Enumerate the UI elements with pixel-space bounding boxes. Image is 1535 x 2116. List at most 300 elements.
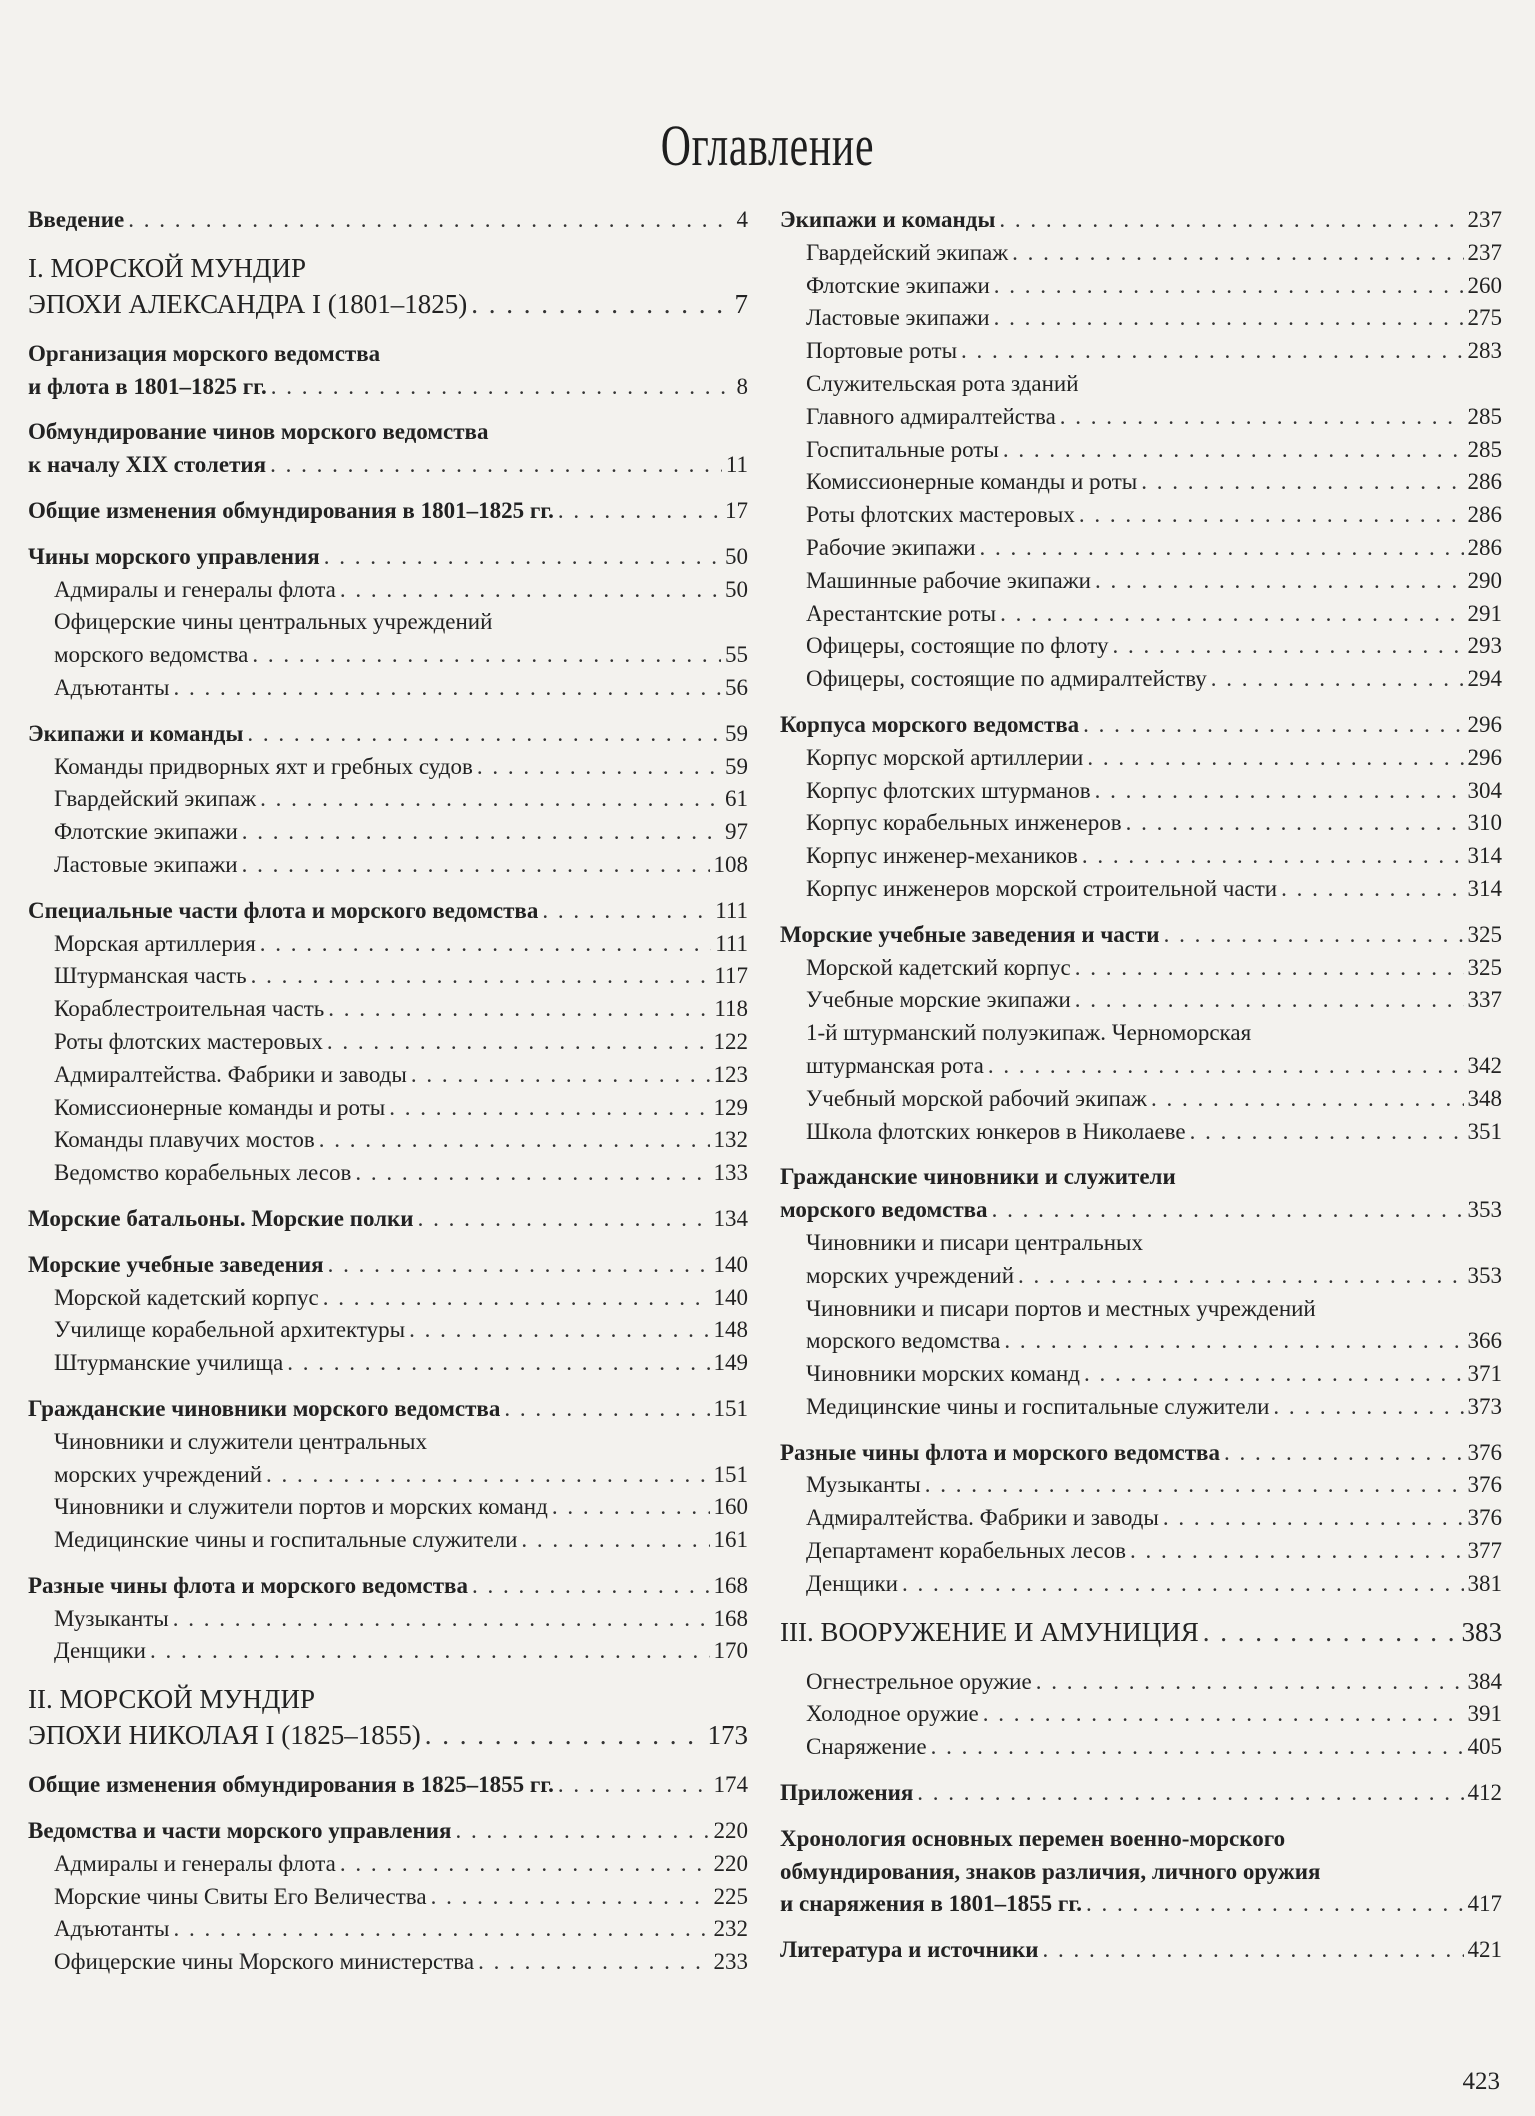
dot-leader: [478, 1946, 709, 1979]
toc-page-number: 376: [1467, 1505, 1502, 1531]
toc-entry-text: Общие изменения обмундирования в 1801–1825 гг.: [28, 497, 554, 523]
dot-leader: [173, 1603, 710, 1636]
toc-page-number: 55: [725, 642, 748, 668]
toc-entry[interactable]: [780, 1502, 1502, 1535]
toc-entry[interactable]: [28, 574, 748, 607]
toc-entry-text: Школа флотских юнкеров в Николаеве: [806, 1118, 1186, 1144]
toc-entry[interactable]: [28, 751, 748, 784]
toc-page-number: 50: [725, 543, 748, 569]
toc-page-number: 17: [725, 497, 748, 523]
toc-entry[interactable]: [780, 1666, 1502, 1699]
toc-entry-text: Введение: [28, 207, 125, 232]
dot-leader: [270, 449, 722, 482]
toc-section: [780, 1823, 1502, 1921]
dot-leader: [992, 1194, 1464, 1227]
toc-entry[interactable]: [780, 434, 1502, 467]
toc-entry[interactable]: [780, 1083, 1502, 1116]
toc-line: [28, 1249, 748, 1282]
dot-leader: [1087, 742, 1463, 775]
dot-leader: [961, 335, 1463, 368]
dot-leader: [173, 672, 721, 705]
toc-page-number: 405: [1467, 1734, 1502, 1760]
toc-entry[interactable]: [780, 302, 1502, 335]
toc-entry[interactable]: [780, 1698, 1502, 1731]
toc-entry-text: морских учреждений: [806, 1262, 1014, 1288]
toc-entry-text: Ластовые экипажи: [806, 305, 990, 331]
toc-entry[interactable]: [780, 237, 1502, 270]
toc-line: [806, 1050, 1502, 1083]
toc-section: [780, 1161, 1502, 1423]
toc-page-number: 290: [1467, 567, 1502, 593]
toc-entry[interactable]: [780, 873, 1502, 906]
toc-line: [806, 1469, 1502, 1502]
toc-line: [806, 1083, 1502, 1116]
toc-entry-text: Роты флотских мастеровых: [54, 1028, 323, 1054]
toc-section: [780, 1934, 1502, 1967]
toc-entry[interactable]: [780, 532, 1502, 565]
toc-entry-text: Общие изменения обмундирования в 1825–1855 гг.: [28, 1772, 554, 1798]
toc-page-number: 168: [713, 1605, 748, 1631]
toc-page-number: 412: [1467, 1780, 1502, 1806]
toc-entry-text: Главного адмиралтейства: [806, 403, 1056, 429]
dot-leader: [1086, 1888, 1464, 1921]
toc-entry[interactable]: [780, 1017, 1502, 1083]
toc-entry-text: Морская артиллерия: [54, 930, 256, 956]
toc-line: [806, 630, 1502, 663]
toc-entry[interactable]: [28, 1603, 748, 1636]
toc-line: [806, 335, 1502, 368]
dot-leader: [994, 302, 1464, 335]
toc-page-number: 275: [1467, 305, 1502, 331]
toc-page-number: 168: [713, 1572, 748, 1598]
toc-entry[interactable]: [780, 1227, 1502, 1293]
toc-line: [806, 663, 1502, 696]
toc-entry[interactable]: [780, 598, 1502, 631]
toc-entry[interactable]: [28, 1946, 748, 1979]
toc-entry[interactable]: [780, 1731, 1502, 1764]
toc-entry-text: Огнестрельное оружие: [806, 1668, 1032, 1694]
dot-leader: [328, 1249, 710, 1282]
toc-entry-text: Разные чины флота и морского ведомства: [28, 1572, 468, 1598]
toc-entry[interactable]: [780, 335, 1502, 368]
dot-leader: [271, 371, 733, 404]
toc-line: [54, 1913, 748, 1946]
toc-line: [54, 1491, 748, 1524]
toc-entry-text: Гражданские чиновники морского ведомства: [28, 1395, 501, 1421]
toc-section: [28, 250, 748, 322]
toc-entry-text: Учебные морские экипажи: [806, 987, 1071, 1013]
toc-section-heading[interactable]: [780, 1934, 1502, 1967]
toc-entry[interactable]: [28, 849, 748, 882]
toc-entry-text: Литература и источники: [780, 1937, 1039, 1963]
toc-section-heading[interactable]: [28, 895, 748, 928]
dot-leader: [431, 1881, 710, 1914]
toc-section-heading[interactable]: [28, 416, 748, 482]
toc-page-number: 366: [1467, 1328, 1502, 1354]
toc-line: [54, 960, 748, 993]
dot-leader: [999, 204, 1463, 237]
toc-entry-text: и флота в 1801–1825 гг.: [28, 373, 267, 399]
toc-entry-text: Разные чины флота и морского ведомства: [780, 1439, 1220, 1465]
toc-line: [806, 775, 1502, 808]
toc-entry[interactable]: [28, 1347, 748, 1380]
dot-leader: [1163, 1502, 1464, 1535]
toc-section-heading[interactable]: [28, 718, 748, 751]
toc-entry[interactable]: [780, 270, 1502, 303]
dot-leader: [1018, 1260, 1464, 1293]
toc-entry[interactable]: [780, 1116, 1502, 1149]
toc-page-number: 325: [1467, 921, 1502, 947]
toc-line: [54, 1881, 748, 1914]
toc-section-heading[interactable]: [28, 1570, 748, 1603]
toc-page-number: 117: [714, 963, 748, 989]
dot-leader: [558, 1769, 710, 1802]
toc-line: [28, 718, 748, 751]
toc-entry[interactable]: [28, 1124, 748, 1157]
toc-line: [28, 204, 748, 237]
dot-leader: [260, 928, 711, 961]
toc-section-heading[interactable]: [780, 1614, 1502, 1650]
toc-entry-text: Морские батальоны. Морские полки: [28, 1205, 414, 1231]
toc-section-heading[interactable]: [28, 250, 748, 322]
toc-line: [54, 1635, 748, 1668]
toc-entry-text: Штурманские училища: [54, 1350, 284, 1376]
toc-line: [28, 1815, 748, 1848]
dot-leader: [260, 783, 721, 816]
toc-entry-text: Команды плавучих мостов: [54, 1127, 315, 1153]
page-number: 423: [1462, 2068, 1500, 2095]
toc-entry[interactable]: [28, 672, 748, 705]
toc-entry-text: II. МОРСКОЙ МУНДИР: [28, 1684, 315, 1715]
toc-entry-text: Музыканты: [54, 1605, 169, 1631]
toc-line: [780, 1934, 1502, 1967]
toc-entry[interactable]: [28, 1059, 748, 1092]
toc-page-number: 151: [713, 1461, 748, 1487]
toc-line: [806, 840, 1502, 873]
toc-page-number: 237: [1467, 207, 1502, 232]
toc-page-number: 111: [715, 930, 748, 956]
toc-entry-text: Рабочие экипажи: [806, 534, 976, 560]
dot-leader: [1281, 873, 1463, 906]
toc-section-heading[interactable]: [28, 1769, 748, 1802]
toc-entry[interactable]: [780, 630, 1502, 663]
toc-entry-text: Приложения: [780, 1780, 914, 1806]
toc-entry-text: Департамент корабельных лесов: [806, 1538, 1126, 1564]
toc-line: [54, 1524, 748, 1557]
toc-entry[interactable]: [28, 1635, 748, 1668]
toc-section: [28, 718, 748, 882]
toc-entry-text: Чиновники и служители центральных: [54, 1428, 428, 1454]
toc-line: [54, 574, 748, 607]
dot-leader: [1190, 1116, 1464, 1149]
toc-section-heading[interactable]: [28, 495, 748, 528]
toc-section-heading[interactable]: [780, 1823, 1502, 1921]
toc-page-number: 373: [1467, 1393, 1502, 1419]
toc-line: [54, 1092, 748, 1125]
toc-line: [54, 816, 748, 849]
dot-leader: [425, 1717, 704, 1753]
toc-entry[interactable]: [28, 1026, 748, 1059]
dot-leader: [1126, 807, 1464, 840]
toc-entry-text: Корпус флотских штурманов: [806, 777, 1091, 803]
toc-entry[interactable]: [780, 952, 1502, 985]
toc-page-number: 151: [713, 1395, 748, 1421]
toc-page-number: 161: [713, 1527, 748, 1553]
dot-leader: [925, 1469, 1464, 1502]
dot-leader: [324, 541, 721, 574]
toc-line: [806, 1325, 1502, 1358]
toc-section-heading[interactable]: [28, 1393, 748, 1426]
toc-entry[interactable]: [780, 1293, 1502, 1359]
dot-leader: [542, 895, 711, 928]
toc-entry[interactable]: [28, 993, 748, 1026]
toc-entry-text: обмундирования, знаков различия, личного оружия: [780, 1858, 1321, 1884]
toc-section-heading[interactable]: [28, 1815, 748, 1848]
toc-page-number: 7: [734, 288, 748, 319]
toc-entry-text: Холодное оружие: [806, 1701, 979, 1727]
dot-leader: [1000, 598, 1463, 631]
dot-leader: [521, 1524, 709, 1557]
toc-page-number: 170: [713, 1638, 748, 1664]
toc-page-number: 132: [713, 1127, 748, 1153]
toc-entry-text: Комиссионерные команды и роты: [806, 469, 1138, 495]
toc-page-number: 294: [1467, 666, 1502, 692]
toc-entry[interactable]: [780, 807, 1502, 840]
dot-leader: [1075, 984, 1464, 1017]
toc-line: [806, 807, 1502, 840]
toc-entry[interactable]: [780, 1391, 1502, 1424]
toc-line: [28, 286, 748, 322]
toc-entry[interactable]: [28, 1282, 748, 1315]
toc-entry-text: Медицинские чины и госпитальные служители: [806, 1393, 1270, 1419]
toc-entry[interactable]: [780, 1358, 1502, 1391]
toc-line: [54, 1026, 748, 1059]
toc-entry-text: штурманская рота: [806, 1052, 984, 1078]
toc-page-number: 123: [713, 1061, 748, 1087]
dot-leader: [251, 960, 711, 993]
toc-entry[interactable]: [28, 1881, 748, 1914]
toc-right-column: [780, 204, 1502, 1980]
toc-entry-text: Обмундирование чинов морского ведомства: [28, 419, 489, 445]
toc-entry[interactable]: [780, 368, 1502, 434]
dot-leader: [917, 1777, 1463, 1810]
toc-entry[interactable]: [780, 775, 1502, 808]
dot-leader: [389, 1092, 709, 1125]
toc-entry[interactable]: [28, 1913, 748, 1946]
dot-leader: [173, 1913, 709, 1946]
toc-page-number: 383: [1461, 1616, 1502, 1647]
toc-line: [806, 742, 1502, 775]
toc-entry[interactable]: [780, 840, 1502, 873]
toc-entry[interactable]: [28, 1157, 748, 1190]
dot-leader: [242, 849, 710, 882]
dot-leader: [931, 1731, 1464, 1764]
toc-section-heading[interactable]: [28, 1681, 748, 1753]
toc-line: [54, 783, 748, 816]
toc-line: [806, 984, 1502, 1017]
toc-page-number: 140: [713, 1284, 748, 1310]
toc-entry[interactable]: [780, 1535, 1502, 1568]
toc-entry-text: Офицерские чины центральных учреждений: [54, 609, 493, 635]
toc-entry-text: Гражданские чиновники и служители: [780, 1164, 1176, 1190]
toc-entry-text: Ведомства и части морского управления: [28, 1818, 452, 1844]
toc-entry-text: Флотские экипажи: [54, 819, 238, 845]
toc-line: [806, 873, 1502, 906]
toc-entry-text: Медицинские чины и госпитальные служители: [54, 1527, 518, 1553]
toc-entry[interactable]: [780, 1469, 1502, 1502]
toc-section-heading[interactable]: [28, 338, 748, 404]
toc-line: [806, 401, 1502, 434]
toc-entry[interactable]: [28, 1092, 748, 1125]
toc-entry-text: Хронология основных перемен военно-морского: [780, 1825, 1286, 1851]
dot-leader: [983, 1698, 1464, 1731]
toc-entry[interactable]: [28, 606, 748, 672]
toc-line: [780, 1614, 1502, 1650]
toc-entry-text: Офицеры, состоящие по адмиралтейству: [806, 666, 1207, 692]
toc-line: [54, 1946, 748, 1979]
dot-leader: [1036, 1666, 1464, 1699]
toc-section-heading[interactable]: [28, 1249, 748, 1282]
toc-line: [780, 919, 1502, 952]
dot-leader: [504, 1393, 709, 1426]
toc-entry[interactable]: [28, 783, 748, 816]
toc-entry[interactable]: [780, 466, 1502, 499]
toc-entry-text: Команды придворных яхт и гребных судов: [54, 753, 473, 779]
toc-page-number: 59: [725, 720, 748, 746]
toc-line: [54, 1314, 748, 1347]
toc-entry[interactable]: [28, 1426, 748, 1492]
toc-line: [806, 302, 1502, 335]
toc-section: [28, 204, 748, 237]
toc-page-number: 391: [1467, 1701, 1502, 1727]
toc-entry[interactable]: [780, 1568, 1502, 1601]
toc-page-number: 353: [1467, 1262, 1502, 1288]
dot-leader: [455, 1815, 709, 1848]
toc-entry-text: Госпитальные роты: [806, 436, 999, 462]
toc-line: [806, 434, 1502, 467]
toc-section-heading[interactable]: [780, 919, 1502, 952]
toc-entry[interactable]: [780, 742, 1502, 775]
toc-entry[interactable]: [28, 1491, 748, 1524]
toc-page-number: 291: [1467, 600, 1502, 626]
toc-line: [54, 993, 748, 1026]
toc-entry-text: Адъютанты: [54, 1916, 170, 1942]
dot-leader: [980, 532, 1464, 565]
toc-section: [28, 1681, 748, 1753]
toc-line: [806, 1116, 1502, 1149]
toc-page-number: 351: [1467, 1118, 1502, 1144]
toc-entry-text: Морской кадетский корпус: [54, 1284, 319, 1310]
toc-line: [54, 639, 748, 672]
toc-entry[interactable]: [780, 565, 1502, 598]
toc-entry[interactable]: [28, 1314, 748, 1347]
toc-section: [780, 709, 1502, 906]
toc-line: [806, 466, 1502, 499]
toc-section-heading[interactable]: [780, 1437, 1502, 1470]
dot-leader: [1079, 499, 1464, 532]
toc-entry-text: Чиновники и писари портов и местных учреждений: [806, 1295, 1316, 1321]
toc-section: [780, 1437, 1502, 1601]
toc-entry-text: Кораблестроительная часть: [54, 996, 325, 1022]
toc-entry-text: Адъютанты: [54, 674, 170, 700]
toc-entry[interactable]: [28, 928, 748, 961]
dot-leader: [1042, 1934, 1463, 1967]
toc-page-number: 149: [713, 1350, 748, 1376]
toc-entry-text: Штурманская часть: [54, 963, 247, 989]
toc-entry-text: Денщики: [54, 1638, 146, 1664]
dot-leader: [1084, 1358, 1464, 1391]
dot-leader: [411, 1059, 710, 1092]
toc-entry[interactable]: [28, 960, 748, 993]
dot-leader: [1003, 434, 1464, 467]
toc-line: [28, 1570, 748, 1603]
toc-page-number: 310: [1467, 810, 1502, 836]
toc-entry-text: Морской кадетский корпус: [806, 954, 1071, 980]
toc-page-number: 4: [736, 207, 748, 232]
toc-page-number: 325: [1467, 954, 1502, 980]
toc-entry-text: Чиновники и писари центральных: [806, 1229, 1144, 1255]
toc-entry[interactable]: [780, 499, 1502, 532]
toc-line: [806, 1391, 1502, 1424]
toc-section-heading[interactable]: [28, 204, 748, 237]
toc-line: [806, 532, 1502, 565]
toc-section-heading[interactable]: [780, 709, 1502, 742]
toc-entry-text: Чиновники и служители портов и морских команд: [54, 1494, 548, 1520]
toc-entry[interactable]: [28, 816, 748, 849]
toc-entry[interactable]: [780, 984, 1502, 1017]
toc-page-number: 384: [1467, 1668, 1502, 1694]
toc-page-number: 342: [1467, 1052, 1502, 1078]
toc-page-number: 371: [1467, 1361, 1502, 1387]
toc-section-heading[interactable]: [780, 1777, 1502, 1810]
toc-line: [780, 204, 1502, 237]
toc-page-number: 353: [1467, 1197, 1502, 1223]
toc-section: [780, 1777, 1502, 1810]
dot-leader: [994, 270, 1464, 303]
toc-line: [54, 1347, 748, 1380]
toc-entry[interactable]: [28, 1524, 748, 1557]
toc-entry-text: Флотские экипажи: [806, 272, 990, 298]
toc-page-number: 59: [725, 753, 748, 779]
toc-line: [806, 598, 1502, 631]
toc-section-heading[interactable]: [28, 1203, 748, 1236]
toc-page-number: 11: [725, 452, 748, 478]
toc-section: [28, 338, 748, 404]
toc-entry-text: Денщики: [806, 1570, 898, 1596]
toc-page-number: 122: [713, 1028, 748, 1054]
toc-entry-text: морских учреждений: [54, 1461, 262, 1487]
toc-entry[interactable]: [780, 663, 1502, 696]
toc-entry-text: Служительская рота зданий: [806, 370, 1079, 396]
toc-entry-text: Учебный морской рабочий экипаж: [806, 1085, 1147, 1111]
toc-entry-text: Роты флотских мастеровых: [806, 502, 1075, 528]
toc-page-number: 50: [725, 576, 748, 602]
toc-section: [780, 919, 1502, 1149]
toc-entry-text: морского ведомства: [806, 1328, 1001, 1354]
toc-line: [28, 895, 748, 928]
toc-page-number: 61: [725, 786, 748, 812]
toc-section-heading[interactable]: [28, 541, 748, 574]
toc-entry[interactable]: [28, 1848, 748, 1881]
toc-page-number: 285: [1467, 403, 1502, 429]
dot-leader: [328, 993, 710, 1026]
toc-page-number: 232: [713, 1916, 748, 1942]
toc-section-heading[interactable]: [780, 204, 1502, 237]
toc-section-heading[interactable]: [780, 1161, 1502, 1227]
toc-entry-text: морского ведомства: [54, 642, 249, 668]
toc-page-number: 148: [713, 1317, 748, 1343]
toc-entry-text: Училище корабельной архитектуры: [54, 1317, 406, 1343]
